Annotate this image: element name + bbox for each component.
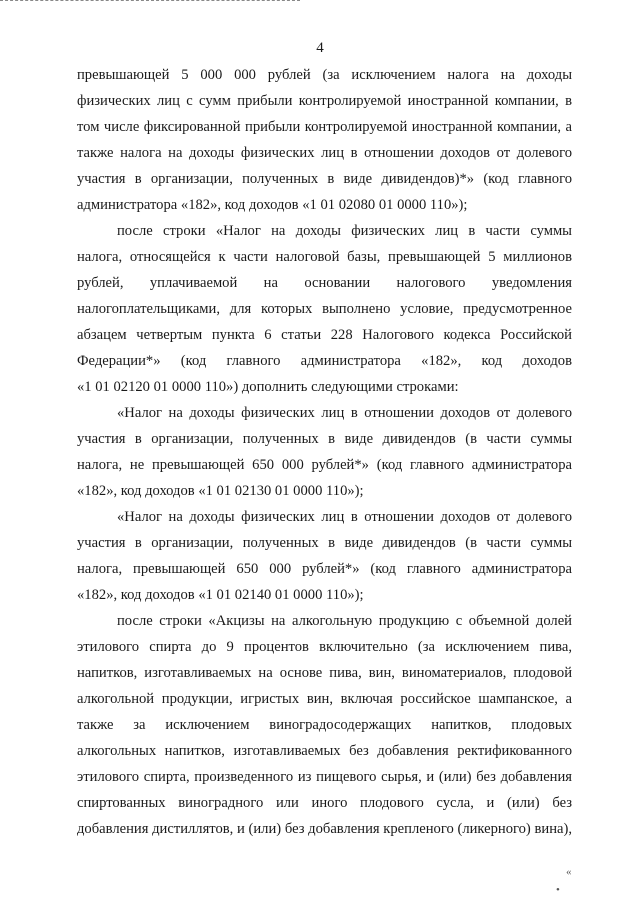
text-line: физических лиц с сумм прибыли контролируемой иностранной компании, в bbox=[77, 93, 572, 109]
paragraph-start-line: после строки «Налог на доходы физических лиц в части суммы bbox=[117, 223, 572, 239]
paragraph-start-line: «Налог на доходы физических лиц в отношении доходов от долевого bbox=[117, 509, 572, 525]
text-line: «182», код доходов «1 01 02130 01 0000 110»); bbox=[77, 483, 364, 499]
text-line: том числе фиксированной прибыли контролируемой иностранной компании, а bbox=[77, 119, 572, 135]
text-line: алкогольных напитков, изготавливаемых без добавления ректификованного bbox=[77, 743, 572, 759]
text-line: абзацем четвертым пункта 6 статьи 228 Налогового кодекса Российской bbox=[77, 327, 572, 343]
text-line: участия в организации, полученных в виде дивидендов (в части суммы bbox=[77, 535, 572, 551]
text-line: этилового спирта до 9 процентов включительно (за исключением пива, bbox=[77, 639, 572, 655]
text-line: также за исключением виноградосодержащих напитков, плодовых bbox=[77, 717, 572, 733]
text-line: налога, не превышающей 650 000 рублей*» (код главного администратора bbox=[77, 457, 572, 473]
text-line: напитков, изготавливаемых на основе пива, вин, виноматериалов, плодовой bbox=[77, 665, 572, 681]
text-line: спиртованных виноградного или иного плодового сусла, и (или) без bbox=[77, 795, 572, 811]
text-line: алкогольной продукции, игристых вин, включая российское шампанское, а bbox=[77, 691, 572, 707]
text-line: рублей, уплачиваемой на основании налогового уведомления bbox=[77, 275, 572, 291]
text-line: этилового спирта, произведенного из пищевого сырья, и (или) без добавления bbox=[77, 769, 572, 785]
scan-mark: • bbox=[556, 884, 560, 896]
text-line: «182», код доходов «1 01 02140 01 0000 110»); bbox=[77, 587, 364, 603]
paragraph-start-line: «Налог на доходы физических лиц в отношении доходов от долевого bbox=[117, 405, 572, 421]
text-line: превышающей 5 000 000 рублей (за исключением налога на доходы bbox=[77, 67, 572, 83]
text-line: Федерации*» (код главного администратора «182», код доходов bbox=[77, 353, 572, 369]
scan-top-edge bbox=[0, 0, 300, 1]
scan-mark: « bbox=[566, 866, 572, 878]
text-line: налогоплательщиками, для которых выполнено условие, предусмотренное bbox=[77, 301, 572, 317]
text-line: участия в организации, полученных в виде дивидендов)*» (код главного bbox=[77, 171, 572, 187]
paragraph-start-line: после строки «Акцизы на алкогольную продукцию с объемной долей bbox=[117, 613, 572, 629]
text-line: добавления дистиллятов, и (или) без добавления крепленого (ликерного) вина), bbox=[77, 821, 572, 837]
page-number: 4 bbox=[316, 40, 324, 56]
text-line: администратора «182», код доходов «1 01 02080 01 0000 110»); bbox=[77, 197, 468, 213]
text-line: налога, относящейся к части налоговой базы, превышающей 5 миллионов bbox=[77, 249, 572, 265]
text-line: налога, превышающей 650 000 рублей*» (код главного администратора bbox=[77, 561, 572, 577]
text-line: участия в организации, полученных в виде дивидендов (в части суммы bbox=[77, 431, 572, 447]
text-line: также налога на доходы физических лиц в отношении доходов от долевого bbox=[77, 145, 572, 161]
text-line: «1 01 02120 01 0000 110») дополнить следующими строками: bbox=[77, 379, 459, 395]
